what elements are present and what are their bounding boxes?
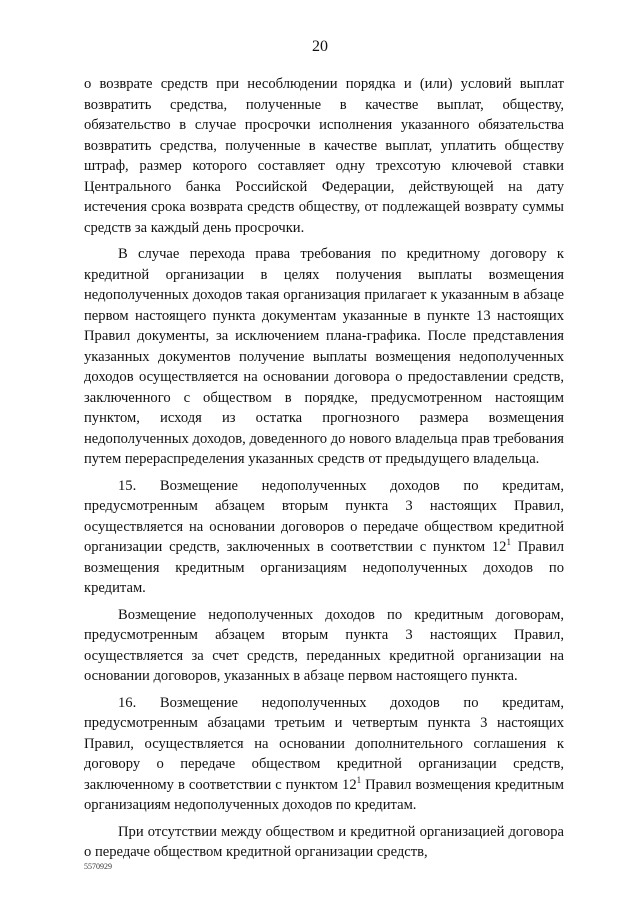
paragraph-item-16-text: 16. Возмещение недополученных доходов по кредитам, предусмотренным абзацами третьим и четвертым пункта 3 настоящих Правил, осуществляется на основании дополнительного соглашения к договору о передаче обществом кредитной организации средств, заключенному в соответствии с пунктом 12	[84, 694, 564, 793]
document-body	[84, 74, 564, 869]
paragraph-rights-transfer: В случае перехода права требования по кредитному договору к кредитной организации в целях получения выплаты возмещения недополученных доходов такая организация прилагает к указанным в абзаце первом настоящего пункта документам указанные в пункте 13 настоящих Правил документы, за исключением плана-графика. После представления указанных документов получение выплаты возмещения недополученных доходов осуществляется на основании договора о предоставлении средств, заключенного с обществом в порядке, предусмотренном настоящим пунктом, исходя из остатка прогнозного размера возмещения недополученных доходов, доведенного до нового владельца прав требования путем перераспределения указанных средств от предыдущего владельца.	[84, 246, 564, 467]
paragraph-continuation: о возврате средств при несоблюдении порядка и (или) условий выплат возвратить средства, полученные в качестве выплат, обществу, обязательство в случае просрочки исполнения указанного обязательства возвратить средства, полученные в качестве выплат, уплатить обществу штраф, размер которого составляет одну трехсотую ключевой ставки Центрального банка Российской Федерации, действующей на дату истечения срока возврата средств обществу, от подлежащей возврату суммы средств за каждый день просрочки.	[84, 76, 564, 236]
paragraph-item-15-reimbursement: Возмещение недополученных доходов по кредитным договорам, предусмотренным абзацем вторым пункта 3 настоящих Правил, осуществляется за счет средств, переданных кредитной организации на основании договоров, указанных в абзаце первом настоящего пункта.	[84, 606, 564, 684]
paragraph-item-15-text: 15. Возмещение недополученных доходов по кредитам, предусмотренным абзацем вторым пункта 3 настоящих Правил, осуществляется на основании договоров о передаче обществом кредитной организации средств, заключенных в соответствии с пунктом 12	[84, 477, 564, 555]
paragraph-item-15-tail: Правил возмещения кредитным организациям недополученных доходов по кредитам.	[84, 539, 564, 596]
paragraph-item-16-tail: Правил возмещения кредитным организациям недополученных доходов по кредитам.	[84, 776, 564, 813]
paragraph-item-15	[84, 476, 564, 599]
paragraph-item-16	[84, 693, 564, 816]
page-number: 20	[312, 38, 328, 55]
superscript: 1	[356, 774, 362, 785]
document-id: 5570929	[84, 862, 112, 871]
superscript: 1	[506, 537, 511, 547]
paragraph-absence-of-contract: При отсутствии между обществом и кредитной организацией договора о передаче обществом кредитной организации средств,	[84, 823, 564, 860]
